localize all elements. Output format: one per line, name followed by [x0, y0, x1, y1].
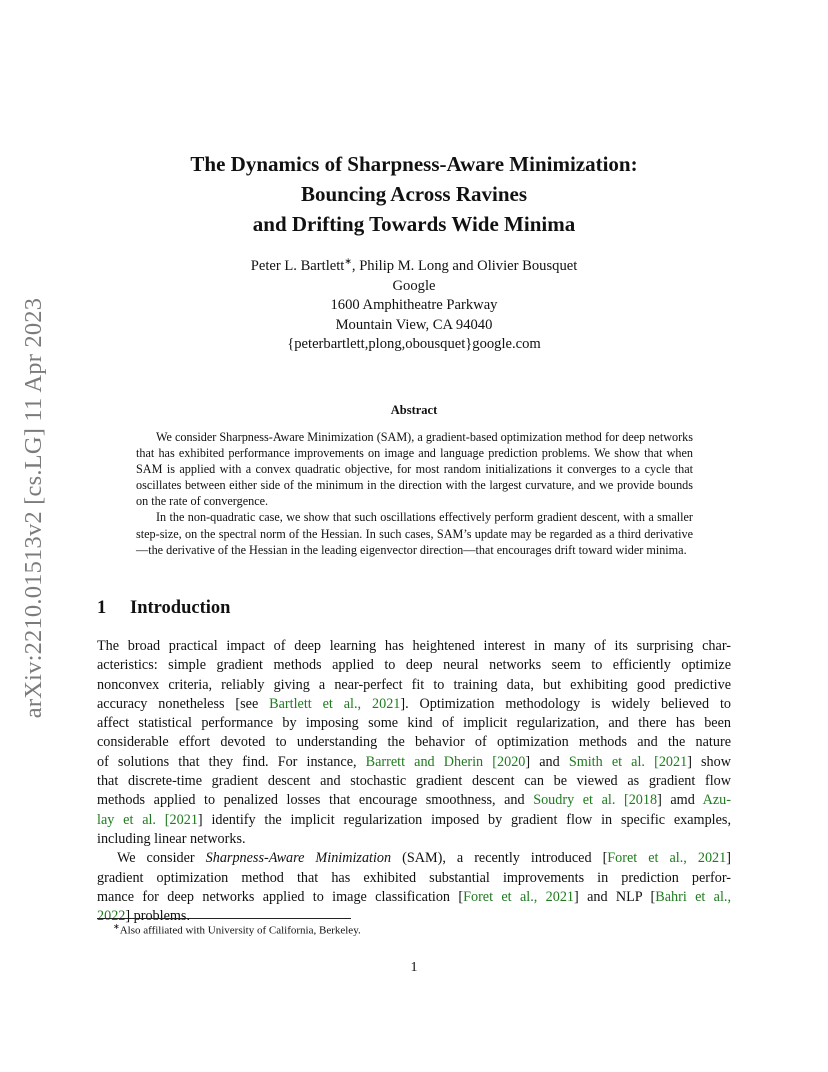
- author-block: [96, 257, 732, 355]
- body-line: mance for deep networks applied to image classification [Foret et al., 2021] and NLP [Bahri et al.,: [97, 888, 731, 905]
- author-others: , Philip M. Long and Olivier Bousquet: [351, 258, 578, 274]
- title-line: and Drifting Towards Wide Minima: [252, 212, 576, 236]
- address-line: Mountain View, CA 94040: [335, 316, 493, 333]
- body-line: The broad practical impact of deep learning has heightened interest in many of its surprising char-: [97, 638, 731, 654]
- footnote-mark[interactable]: ∗: [344, 256, 352, 267]
- arxiv-id-stamp: arXiv:2210.01513v2 [cs.LG] 11 Apr 2023: [20, 297, 48, 719]
- body-line: acteristics: simple gradient methods applied to deep neural networks seem to efficiently optimize: [97, 657, 731, 674]
- abstract-heading: Abstract: [390, 403, 438, 417]
- abstract-paragraph: In the non-quadratic case, we show that such oscillations effectively perform gradient descent, with a smaller step-size, on the spectral norm of the Hessian. In such cases, SAM’s update may be regarded as a third derivative—the derivative of the Hessian in the leading eigenvector direction—that encourages drift toward wider minima.: [136, 510, 693, 557]
- citation-link[interactable]: Azu-: [702, 792, 731, 809]
- title-line: Bouncing Across Ravines: [301, 182, 527, 206]
- section-title: Introduction: [130, 598, 231, 618]
- abstract-text: [136, 429, 693, 558]
- body-line: including linear networks.: [97, 830, 246, 847]
- paper-title: [96, 149, 732, 239]
- author-first: Peter L. Bartlett: [250, 258, 345, 274]
- section-heading: [97, 598, 230, 619]
- body-line: affect statistical performance by imposing some kind of implicit regularization, and there has been: [97, 715, 731, 732]
- abstract-paragraph: We consider Sharpness-Aware Minimization (SAM), a gradient-based optimization method for deep networks that has exhibited performance improvements on image and language prediction problems. We show that when SAM is applied with a convex quadratic objective, for most random initializations it converges to a cycle that oscillates between either side of the minimum in the direction with the largest curvature, and we provide bounds on the rate of convergence.: [136, 430, 693, 509]
- body-line: of solutions that they find. For instance, Barrett and Dherin [2020] and Smith et al. [2021] show: [97, 753, 731, 770]
- citation-link[interactable]: Foret et al., 2021: [463, 888, 575, 905]
- citation-link[interactable]: lay et al. [2021: [97, 811, 198, 828]
- author-names: [96, 257, 732, 277]
- citation-link[interactable]: 2022: [97, 908, 126, 925]
- body-line: 2022] problems.: [97, 908, 190, 925]
- footnote: [113, 922, 361, 937]
- citation-link[interactable]: Bahri et al.,: [655, 888, 731, 905]
- citation-link[interactable]: Foret et al., 2021: [607, 850, 727, 867]
- body-line: that discrete-time gradient descent and stochastic gradient descent can be viewed as gradient flow: [97, 773, 731, 790]
- body-line: lay et al. [2021] identify the implicit regularization imposed by gradient flow in specific examples,: [97, 811, 731, 828]
- citation-link[interactable]: Smith et al. [2021: [568, 753, 688, 770]
- author-emails: {peterbartlett,plong,obousquet}google.com: [287, 336, 541, 352]
- footnote-text: Also affiliated with University of California, Berkeley.: [119, 924, 361, 937]
- body-line: We consider Sharpness-Aware Minimization (SAM), a recently introduced [Foret et al., 2021]: [117, 850, 731, 867]
- title-line: The Dynamics of Sharpness-Aware Minimization:: [190, 152, 638, 176]
- body-line: nonconvex criteria, reliably giving a near-perfect fit to training data, but exhibiting good predictive: [97, 676, 731, 693]
- body-line: methods applied to penalized losses that encourage smoothness, and Soudry et al. [2018] amd Azu-: [97, 792, 731, 809]
- citation-link[interactable]: Bartlett et al., 2021: [269, 695, 401, 712]
- page-number: 1: [410, 960, 418, 975]
- body-text: [97, 637, 731, 926]
- affiliation: Google: [392, 277, 436, 294]
- body-line: considerable effort devoted to understanding the behavior of optimization methods and the nature: [97, 734, 731, 751]
- arxiv-sidebar: [14, 286, 54, 730]
- body-line: gradient optimization method that has exhibited substantial improvements in prediction perfor-: [97, 869, 731, 886]
- section-number: 1: [97, 598, 107, 618]
- citation-link[interactable]: Barrett and Dherin [2020: [365, 753, 526, 770]
- footnote-rule: [97, 918, 351, 919]
- body-line: accuracy nonetheless [see Bartlett et al., 2021]. Optimization methodology is widely believed to: [97, 695, 731, 712]
- address-line: 1600 Amphitheatre Parkway: [330, 297, 498, 313]
- citation-link[interactable]: Soudry et al. [2018: [533, 792, 658, 809]
- footnote-mark: ∗: [113, 922, 120, 931]
